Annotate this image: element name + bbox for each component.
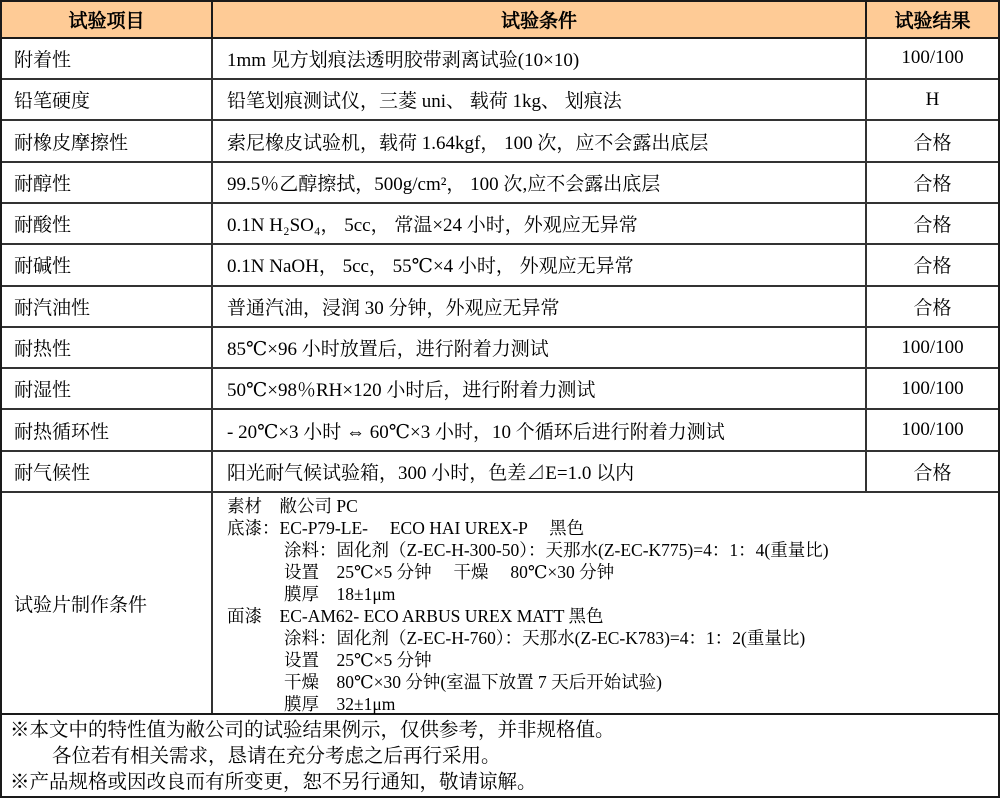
prep-line-primer-set-dry: 设置 25℃×5 分钟 干燥 80℃×30 分钟: [284, 562, 615, 583]
table-row: [2, 80, 998, 121]
test-item-label: 附着性: [2, 39, 213, 78]
specimen-prep-row: [2, 493, 998, 715]
test-item-label: 铅笔硬度: [2, 80, 213, 119]
test-item-label: 耐醇性: [2, 163, 213, 202]
test-condition-text: 普通汽油，浸润 30 分钟，外观应无异常: [213, 287, 867, 326]
footnote-disclaimer-3: ※产品规格或因改良而有所变更，恕不另行通知，敬请谅解。: [10, 772, 537, 794]
test-condition-text: 85℃×96 小时放置后，进行附着力测试: [213, 328, 867, 367]
header-cell-item: 试验项目: [2, 2, 213, 37]
prep-conditions: [213, 493, 998, 713]
test-item-label: 耐橡皮摩擦性: [2, 121, 213, 160]
test-condition-text: 99.5％乙醇擦拭，500g/cm²， 100 次,应不会露出底层: [213, 163, 867, 202]
test-condition-text: - 20℃×3 小时 ⇔ 60℃×3 小时，10 个循环后进行附着力测试: [213, 410, 867, 449]
prep-line-substrate: 素材 敝公司 PC: [227, 496, 358, 517]
table-row: [2, 121, 998, 162]
prep-item-label: 试验片制作条件: [2, 493, 213, 713]
prep-line-primer: 底漆：EC-P79-LE- ECO HAI UREX-P 黑色: [227, 518, 585, 539]
test-result-value: H: [925, 88, 940, 110]
table-row: [2, 245, 998, 286]
test-condition-text: 50℃×98％RH×120 小时后，进行附着力测试: [213, 369, 867, 408]
test-result-value: 100/100: [901, 47, 964, 69]
test-item-label: 耐汽油性: [2, 287, 213, 326]
table-row: [2, 287, 998, 328]
test-condition-text: 铅笔划痕测试仪，三菱 uni、 载荷 1kg、 划痕法: [213, 80, 867, 119]
table-row: [2, 452, 998, 493]
table-row: [2, 369, 998, 410]
test-result-value: 合格: [913, 215, 952, 237]
header-cell-result: 试验结果: [894, 10, 971, 32]
test-condition-text: 阳光耐气候试验箱，300 小时，色差⊿E=1.0 以内: [213, 452, 867, 491]
table-row: [2, 328, 998, 369]
test-result-value: 合格: [913, 132, 952, 154]
test-condition-text: 索尼橡皮试验机，载荷 1.64kgf， 100 次，应不会露出底层: [213, 121, 867, 160]
test-item-label: 耐酸性: [2, 204, 213, 243]
test-item-label: 耐碱性: [2, 245, 213, 284]
test-result-value: 合格: [913, 297, 952, 319]
prep-line-topcoat-dry: 干燥 80℃×30 分钟(室温下放置 7 天后开始试验): [284, 672, 662, 693]
header-cell-condition: 试验条件: [213, 2, 867, 37]
test-result-value: 100/100: [901, 336, 964, 358]
footnote-block: [2, 715, 998, 796]
table-row: [2, 410, 998, 451]
test-result-value: 合格: [913, 173, 952, 195]
table-row: [2, 39, 998, 80]
table-header-row: [2, 2, 998, 39]
test-result-value: 100/100: [901, 419, 964, 441]
test-condition-text: 1mm 见方划痕法透明胶带剥离试验(10×10): [213, 39, 867, 78]
footnote-disclaimer-1: ※本文中的特性值为敝公司的试验结果例示，仅供参考，并非规格值。: [10, 720, 615, 742]
prep-line-topcoat-paint: 涂料：固化剂（Z-EC-H-760）：天那水(Z-EC-K783)=4：1：2(重量比): [284, 628, 806, 649]
prep-line-topcoat-film: 膜厚 32±1μm: [284, 694, 396, 715]
test-item-label: 耐热性: [2, 328, 213, 367]
test-result-value: 合格: [913, 462, 952, 484]
table-row: [2, 204, 998, 245]
test-item-label: 耐热循环性: [2, 410, 213, 449]
table-row: [2, 163, 998, 204]
prep-line-primer-film: 膜厚 18±1μm: [284, 584, 396, 605]
prep-line-topcoat: 面漆 EC-AM62- ECO ARBUS UREX MATT 黑色: [227, 606, 604, 627]
test-result-value: 100/100: [901, 377, 964, 399]
prep-line-primer-paint: 涂料：固化剂（Z-EC-H-300-50）：天那水(Z-EC-K775)=4：1：4(重量比): [284, 540, 829, 561]
test-item-label: 耐湿性: [2, 369, 213, 408]
test-item-label: 耐气候性: [2, 452, 213, 491]
test-condition-text: 0.1N H₂SO₄， 5cc， 常温×24 小时，外观应无异常: [213, 204, 867, 243]
footnote-disclaimer-2: 各位若有相关需求，恳请在充分考虑之后再行采用。: [52, 746, 501, 768]
prep-line-topcoat-set: 设置 25℃×5 分钟: [284, 650, 432, 671]
test-condition-text: 0.1N NaOH， 5cc， 55℃×4 小时， 外观应无异常: [213, 245, 867, 284]
test-result-value: 合格: [913, 256, 952, 278]
